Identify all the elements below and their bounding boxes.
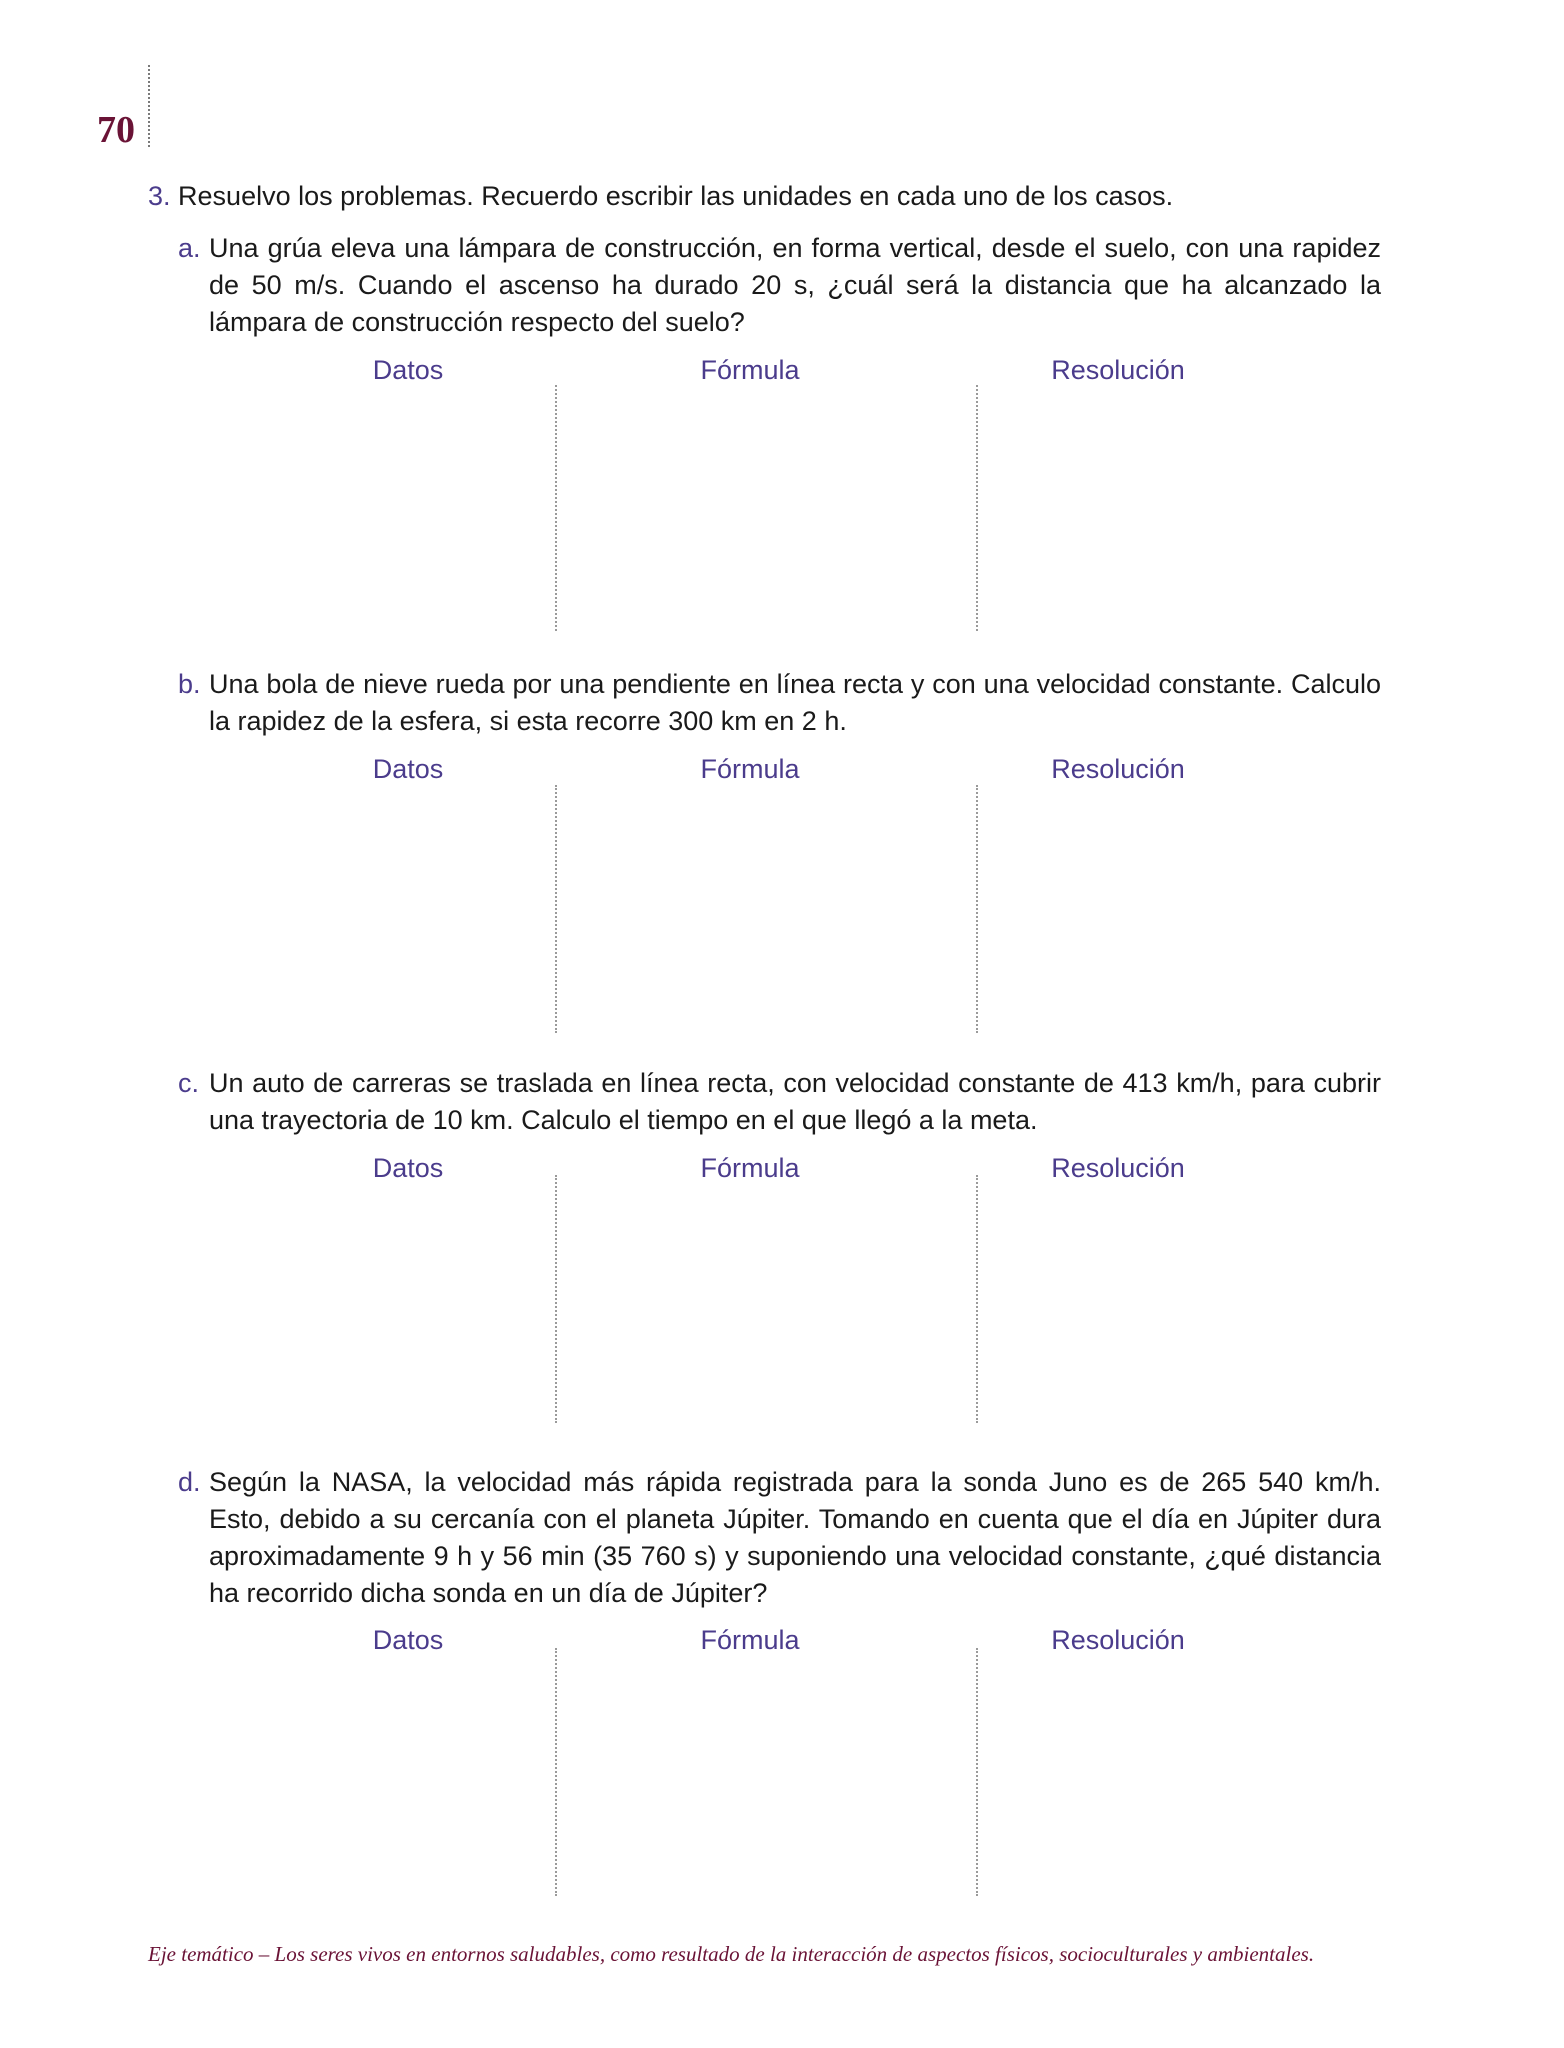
column-divider — [555, 1175, 557, 1423]
column-divider — [976, 385, 978, 631]
footer-theme-axis: Eje temático – Los seres vivos en entornos saludables, como resultado de la interacción de aspectos físicos, socioculturales y ambientales. — [148, 1942, 1315, 1966]
column-formula: Fórmula — [700, 355, 800, 385]
column-divider — [555, 785, 557, 1033]
column-formula: Fórmula — [700, 1625, 800, 1655]
column-datos: Datos — [372, 754, 444, 784]
problem-a — [178, 230, 1381, 341]
column-resolucion: Resolución — [1051, 355, 1185, 385]
problem-text: Una grúa eleva una lámpara de construcción, en forma vertical, desde el suelo, con una rapidez de 50 m/s. Cuando el ascenso ha durado 20 s, ¿cuál será la distancia que ha alcanzado la lámpara de construcción respecto del suelo? — [209, 233, 1381, 337]
column-datos: Datos — [372, 1625, 444, 1655]
column-formula: Fórmula — [700, 1153, 800, 1183]
problem-d — [178, 1464, 1381, 1612]
exercise-number: 3. — [148, 181, 171, 211]
column-divider — [555, 1648, 557, 1896]
problem-text: Según la NASA, la velocidad más rápida registrada para la sonda Juno es de 265 540 km/h. Esto, debido a su cercanía con el planeta Júpiter. Tomando en cuenta que el día en Júpiter dura aproximadamente 9 h y 56 min (35 760 s) y suponiendo una velocidad constante, ¿qué distancia ha recorrido dicha sonda en un día de Júpiter? — [209, 1467, 1381, 1608]
column-datos: Datos — [372, 355, 444, 385]
column-datos: Datos — [372, 1153, 444, 1183]
page-number-rule — [148, 65, 150, 147]
problem-b — [178, 666, 1381, 740]
column-divider — [976, 785, 978, 1033]
column-resolucion: Resolución — [1051, 754, 1185, 784]
problem-letter: a. — [178, 233, 201, 263]
column-resolucion: Resolución — [1051, 1625, 1185, 1655]
problem-text: Un auto de carreras se traslada en línea recta, con velocidad constante de 413 km/h, para cubrir una trayectoria de 10 km. Calculo el tiempo en el que llegó a la meta. — [209, 1068, 1381, 1135]
problem-letter: c. — [178, 1068, 200, 1098]
column-divider — [976, 1175, 978, 1423]
page-number: 70 — [97, 109, 135, 151]
problem-letter: b. — [178, 669, 201, 699]
problem-text: Una bola de nieve rueda por una pendiente en línea recta y con una velocidad constante. Calculo la rapidez de la esfera, si esta recorre 300 km en 2 h. — [209, 669, 1381, 736]
problem-letter: d. — [178, 1467, 201, 1497]
column-formula: Fórmula — [700, 754, 800, 784]
column-resolucion: Resolución — [1051, 1153, 1185, 1183]
column-divider — [555, 385, 557, 631]
exercise-instruction-text: Resuelvo los problemas. Recuerdo escribir las unidades en cada uno de los casos. — [178, 181, 1174, 211]
column-divider — [976, 1648, 978, 1896]
problem-c — [178, 1065, 1381, 1139]
exercise-instruction — [148, 178, 1173, 215]
